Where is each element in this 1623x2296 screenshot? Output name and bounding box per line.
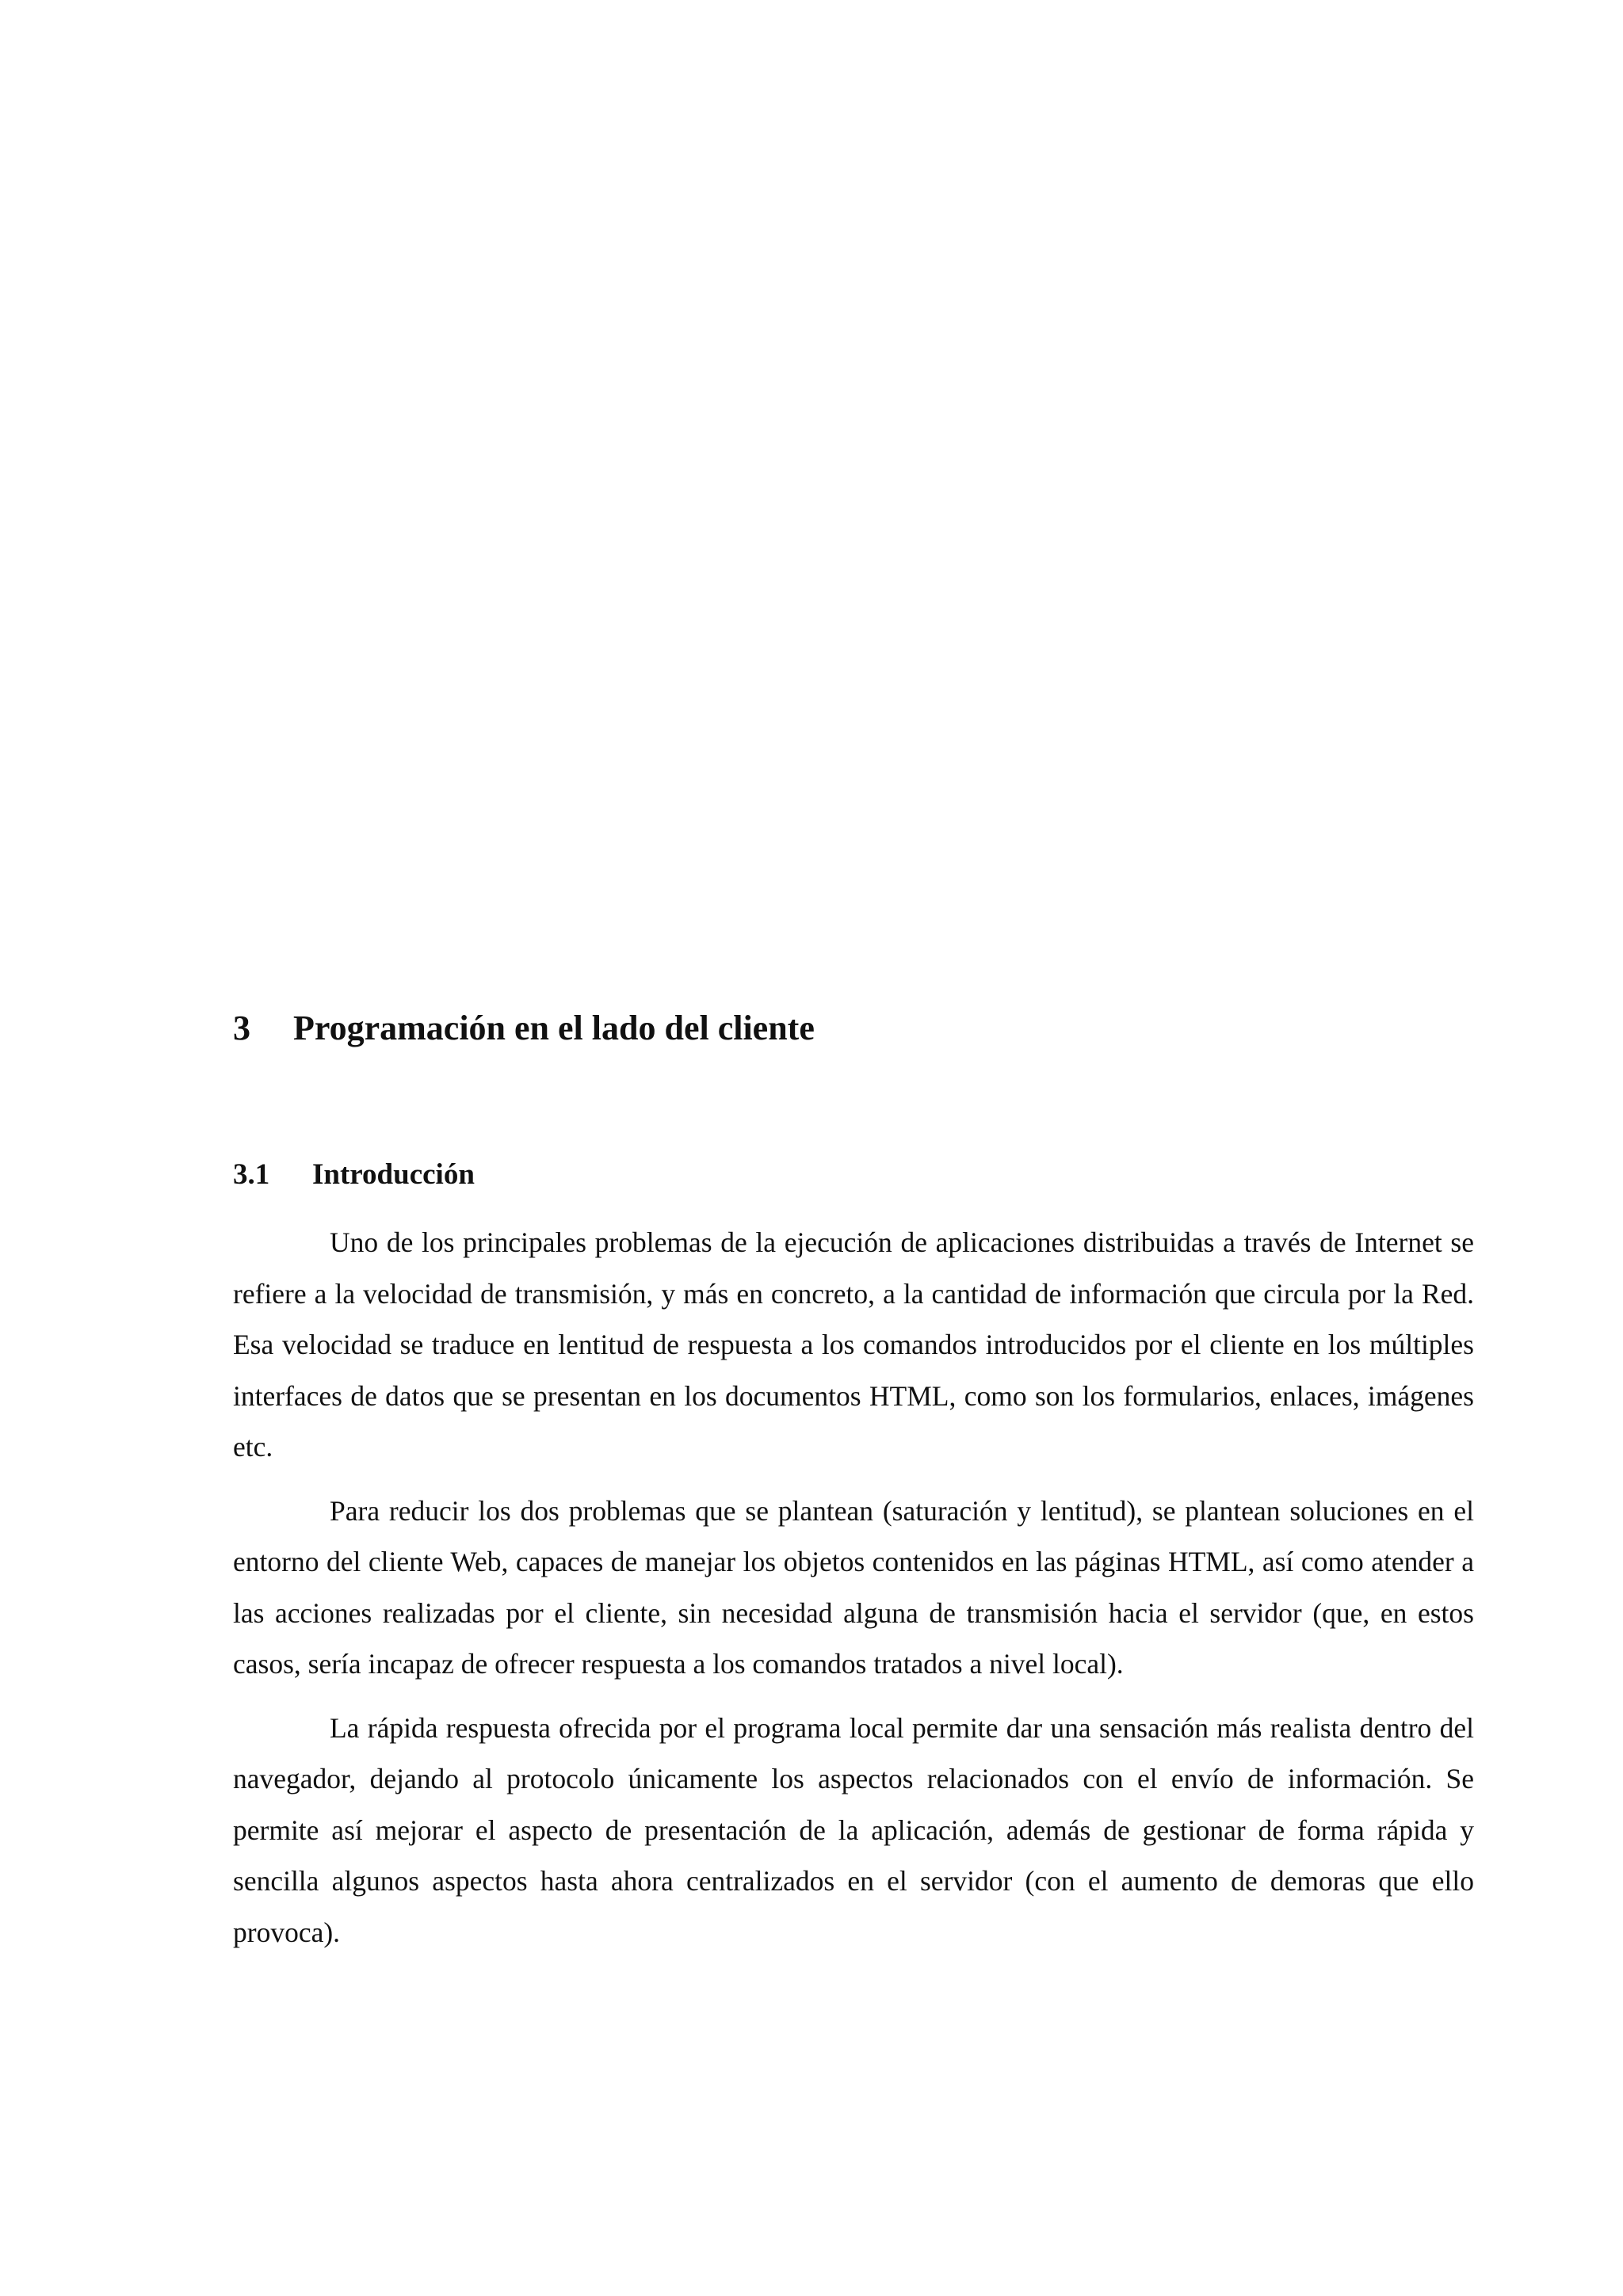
chapter-number: 3 [233,1009,250,1047]
paragraph: La rápida respuesta ofrecida por el programa local permite dar una sensación más realista dentro del navegador, dejando al protocolo únicamente los aspectos relacionados con el envío de información. Se permite así mejorar el aspecto de presentación de la aplicación, además de gestionar de forma rápida y sencilla algunos aspectos hasta ahora centralizados en el servidor (con el aumento de demoras que ello provoca). [233,1711,1474,1948]
paragraph: Uno de los principales problemas de la ejecución de aplicaciones distribuidas a través de Internet se refiere a la velocidad de transmisión, y más en concreto, a la cantidad de información que circula por la Red. Esa velocidad se traduce en lentitud de respuesta a los comandos introducidos por el cliente en los múltiples interfaces de datos que se presentan en los documentos HTML, como son los formularios, enlaces, imágenes etc. [233,1226,1474,1463]
paragraph: Para reducir los dos problemas que se plantean (saturación y lentitud), se plantean soluciones en el entorno del cliente Web, capaces de manejar los objetos contenidos en las páginas HTML, así como atender a las acciones realizadas por el cliente, sin necesidad alguna de transmisión hacia el servidor (que, en estos casos, sería incapaz de ofrecer respuesta a los comandos tratados a nivel local). [233,1494,1474,1680]
section-title: Introducción [312,1158,475,1191]
chapter-title: Programación en el lado del cliente [293,1009,815,1047]
body-text [233,1217,1474,1970]
section-heading [233,1155,475,1195]
section-number: 3.1 [233,1158,270,1191]
chapter-heading [233,1005,815,1052]
